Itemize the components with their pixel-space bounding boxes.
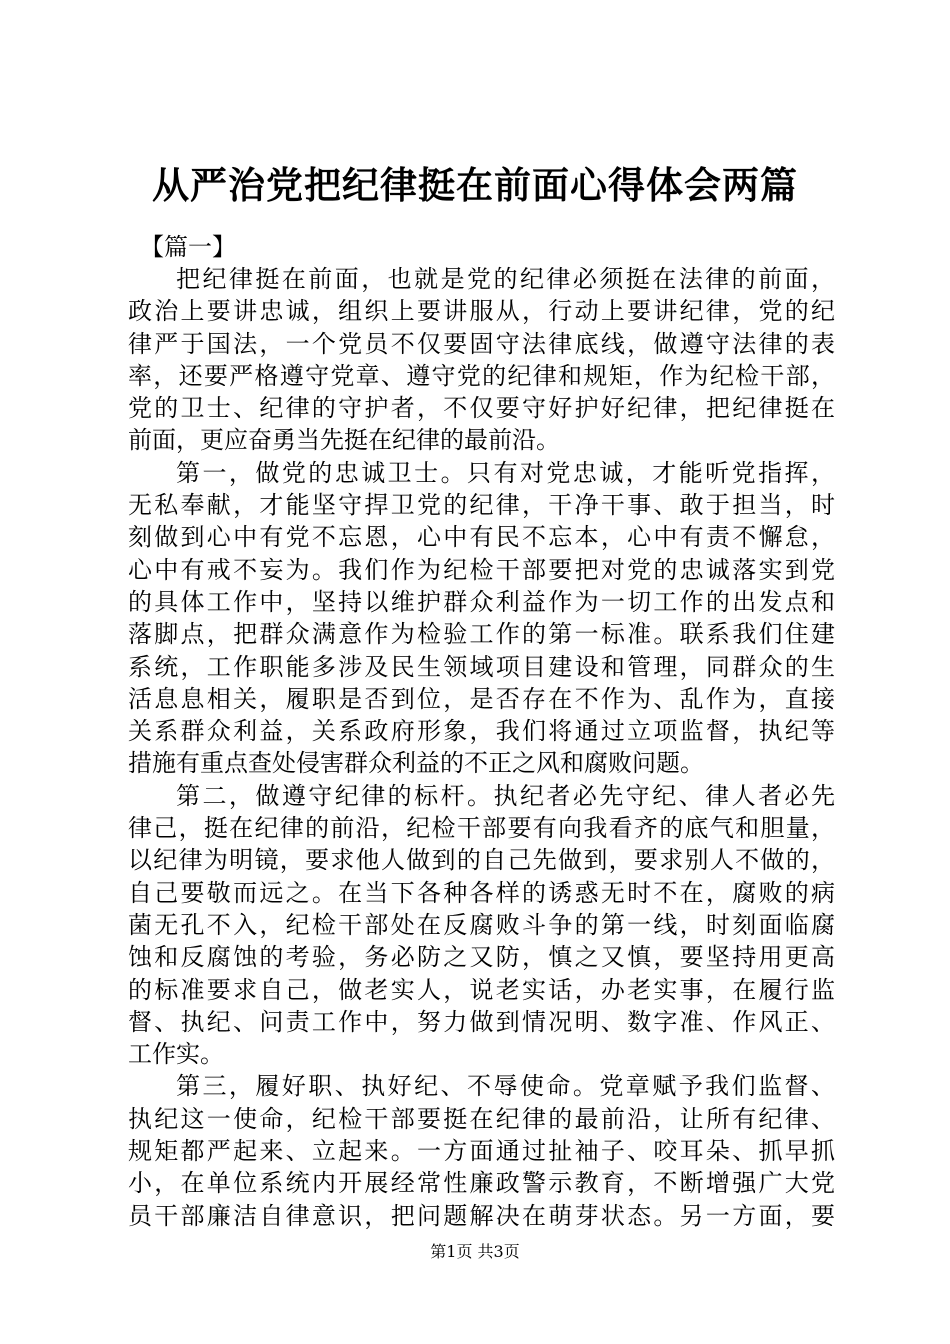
paragraph-line: 菌无孔不入，纪检干部处在反腐败斗争的第一线，时刻面临腐 (128, 910, 835, 939)
paragraph-line: 第二，做遵守纪律的标杆。执纪者必先守纪、律人者必先 (176, 781, 835, 810)
paragraph-line: 员干部廉洁自律意识，把问题解决在萌芽状态。另一方面，要 (128, 1201, 835, 1230)
paragraph-line: 自己要敬而远之。在当下各种各样的诱惑无时不在，腐败的病 (128, 878, 835, 907)
paragraph-line: 措施有重点查处侵害群众利益的不正之风和腐败问题。 (128, 749, 704, 778)
paragraph-line: 心中有戒不妄为。我们作为纪检干部要把对党的忠诚落实到党 (128, 555, 835, 584)
body-text (128, 263, 835, 1232)
paragraph-line: 前面，更应奋勇当先挺在纪律的最前沿。 (128, 426, 560, 455)
paragraph-line: 以纪律为明镜，要求他人做到的自己先做到，要求别人不做的， (128, 846, 835, 875)
section-label: 【篇一】 (140, 233, 236, 261)
paragraph-line: 律己，挺在纪律的前沿，纪检干部要有向我看齐的底气和胆量， (128, 814, 835, 843)
paragraph-line: 规矩都严起来、立起来。一方面通过扯袖子、咬耳朵、抓早抓 (128, 1137, 835, 1166)
paragraph-line: 政治上要讲忠诚，组织上要讲服从，行动上要讲纪律，党的纪 (128, 297, 835, 326)
paragraph-line: 党的卫士、纪律的守护者，不仅要守好护好纪律，把纪律挺在 (128, 394, 835, 423)
paragraph-line: 律严于国法，一个党员不仅要固守法律底线，做遵守法律的表 (128, 329, 835, 358)
paragraph-line: 率，还要严格遵守党章、遵守党的纪律和规矩，作为纪检干部， (128, 361, 835, 390)
paragraph-line: 的标准要求自己，做老实人，说老实话，办老实事，在履行监 (128, 975, 835, 1004)
paragraph-line: 关系群众利益，关系政府形象，我们将通过立项监督，执纪等 (128, 717, 835, 746)
paragraph-line: 把纪律挺在前面，也就是党的纪律必须挺在法律的前面， (176, 265, 835, 293)
page-footer: 第1页 共3页 (430, 1242, 520, 1261)
paragraph-line: 小，在单位系统内开展经常性廉政警示教育，不断增强广大党 (128, 1169, 835, 1198)
paragraph-line: 第一，做党的忠诚卫士。只有对党忠诚，才能听党指挥， (176, 458, 835, 487)
paragraph-line: 刻做到心中有党不忘恩，心中有民不忘本，心中有责不懈怠， (128, 523, 835, 552)
paragraph-line: 无私奉献，才能坚守捍卫党的纪律，干净干事、敢于担当，时 (128, 491, 835, 520)
paragraph-line: 落脚点，把群众满意作为检验工作的第一标准。联系我们住建 (128, 620, 835, 649)
paragraph-line: 第三，履好职、执好纪、不辱使命。党章赋予我们监督、 (176, 1072, 835, 1101)
paragraph-line: 系统，工作职能多涉及民生领域项目建设和管理，同群众的生 (128, 652, 835, 681)
paragraph-line: 工作实。 (128, 1040, 224, 1069)
paragraph-line: 蚀和反腐蚀的考验，务必防之又防，慎之又慎，要坚持用更高 (128, 943, 835, 972)
paragraph-line: 督、执纪、问责工作中，努力做到情况明、数字准、作风正、 (128, 1007, 835, 1036)
paragraph-line: 的具体工作中，坚持以维护群众利益作为一切工作的出发点和 (128, 587, 835, 616)
paragraph-line: 执纪这一使命，纪检干部要挺在纪律的最前沿，让所有纪律、 (128, 1104, 835, 1133)
document-title: 从严治党把纪律挺在前面心得体会两篇 (152, 163, 798, 207)
paragraph-line: 活息息相关，履职是否到位，是否存在不作为、乱作为，直接 (128, 684, 835, 713)
